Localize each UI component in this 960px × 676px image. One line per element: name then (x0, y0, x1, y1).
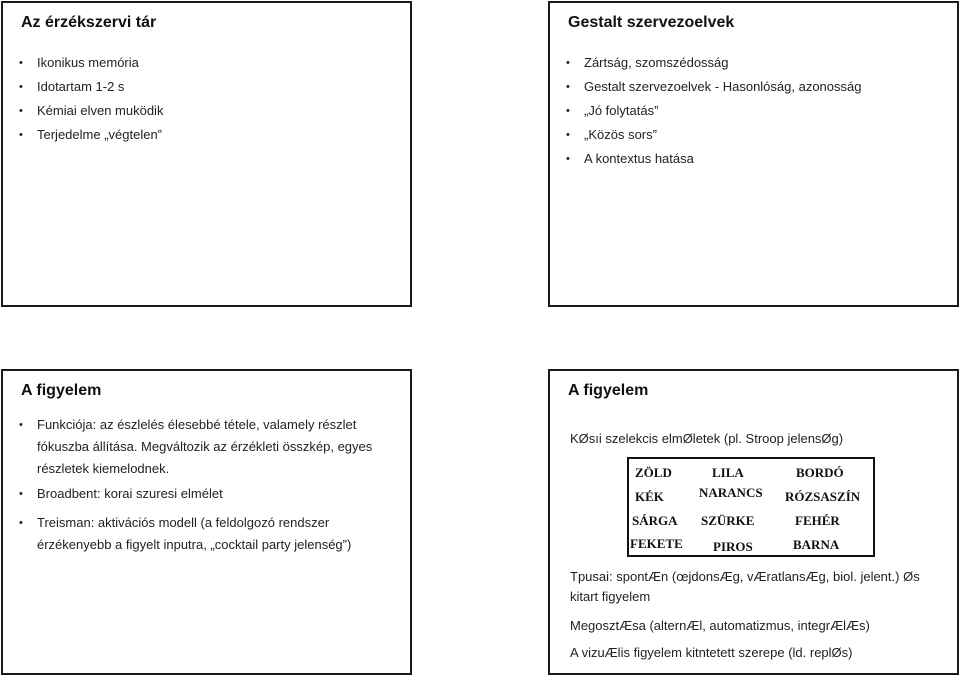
bullet-item: • Treisman: aktivációs modell (a feldolgozó rendszer érzékenyebb a figyelt inputra, „cocktail party jelenség”) (19, 512, 400, 556)
stroop-word: FEHÉR (795, 513, 840, 528)
attention-types-text (570, 567, 920, 607)
bullet-list (19, 51, 400, 147)
stroop-word: ZÖLD (635, 465, 672, 480)
attention-types-line: Tpusai: spontÆn (œjdonsÆg, vÆratlansÆg, biol. jelent.) Øs (570, 569, 920, 584)
stroop-word: KÉK (635, 489, 664, 504)
bullet-item: • Terjedelme „végtelen” (19, 123, 400, 147)
bullet-item: • A kontextus hatása (566, 147, 947, 171)
bullet-item: • Idotartam 1-2 s (19, 75, 400, 99)
bullet-item: • Gestalt szervezoelvek - Hasonlóság, azonosság (566, 75, 947, 99)
stroop-word: NARANCS (699, 485, 763, 500)
bullet-item: • Zártság, szomszédosság (566, 51, 947, 75)
bullet-item: • Funkciója: az észlelés élesebbé tétele, valamely részlet fókuszba állítása. Megváltozik az érzékleti összkép, egyes részletek kiemelodnek. (19, 414, 400, 480)
stroop-word: FEKETE (630, 536, 683, 551)
slide-title: Gestalt szervezoelvek (568, 14, 735, 31)
slide-title: Az érzékszervi tár (21, 14, 157, 31)
bullet-item: • Broadbent: korai szuresi elmélet (19, 482, 400, 506)
stroop-word: SZÜRKE (701, 513, 755, 528)
stroop-word-box (627, 457, 875, 557)
bullet-item: • „Jó folytatás” (566, 99, 947, 123)
bullet-item: • „Közös sors” (566, 123, 947, 147)
slide-gestalt (548, 1, 959, 307)
stroop-word: BORDÓ (796, 465, 844, 480)
visual-attention-text: A vizuÆlis figyelem kitntetett szerepe (ld. replØs) (570, 645, 853, 660)
bullet-list (19, 414, 400, 556)
slide-title: A figyelem (568, 382, 649, 399)
selection-theories-text: KØsıi szelekcis elmØletek (pl. Stroop jelensØg) (570, 431, 844, 446)
stroop-word: BARNA (793, 537, 840, 552)
stroop-word: PIROS (713, 539, 753, 554)
slide-sensory-store (1, 1, 412, 307)
stroop-word: SÁRGA (632, 513, 678, 528)
stroop-word: RÓZSASZÍN (785, 489, 861, 504)
attention-types-line: kitart figyelem (570, 589, 651, 604)
bullet-item: • Ikonikus memória (19, 51, 400, 75)
bullet-list (566, 51, 947, 171)
slide-title: A figyelem (21, 382, 102, 399)
slide-attention-1 (1, 369, 412, 675)
stroop-word: LILA (712, 465, 744, 480)
divided-attention-text: MegosztÆsa (alternÆl, automatizmus, integrÆlÆs) (570, 618, 870, 633)
bullet-item: • Kémiai elven muködik (19, 99, 400, 123)
slide-attention-2 (548, 369, 959, 675)
